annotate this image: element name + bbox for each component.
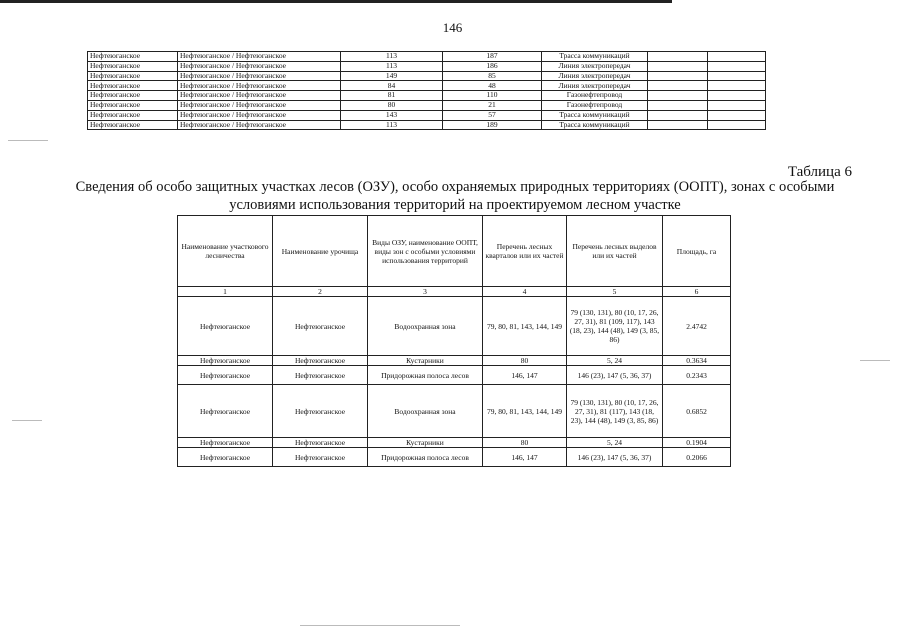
table-cell: 113: [341, 61, 443, 71]
column-number: 6: [663, 287, 731, 297]
table-cell: Нефтеюганское: [273, 385, 368, 438]
table-row: [178, 297, 731, 356]
column-number: 4: [483, 287, 567, 297]
table-row: [88, 120, 766, 130]
table-row: [178, 356, 731, 366]
table-cell: Нефтеюганское: [273, 356, 368, 366]
table-cell: Нефтеюганское: [88, 91, 178, 101]
table-cell: 80: [341, 100, 443, 110]
table-title: [40, 178, 870, 214]
table-cell: 146 (23), 147 (5, 36, 37): [567, 448, 663, 467]
header-cell: Перечень лесных кварталов или их частей: [483, 216, 567, 287]
table-cell: Кустарники: [368, 356, 483, 366]
scan-noise: [860, 360, 890, 361]
header-cell: Площадь, га: [663, 216, 731, 287]
table-cell: 5, 24: [567, 438, 663, 448]
table-cell: [648, 110, 708, 120]
table-cell: [648, 100, 708, 110]
table-cell: 0.3634: [663, 356, 731, 366]
header-cell: Наименование урочища: [273, 216, 368, 287]
table-row: [178, 448, 731, 467]
table-cell: 57: [443, 110, 542, 120]
table-cell: Нефтеюганское: [88, 71, 178, 81]
table-cell: Кустарники: [368, 438, 483, 448]
header-row: [178, 216, 731, 287]
table-cell: 146, 147: [483, 366, 567, 385]
table-cell: Нефтеюганское: [88, 61, 178, 71]
table-cell: Трасса коммуникаций: [542, 120, 648, 130]
table-row: [88, 110, 766, 120]
table-cell: Нефтеюганское: [273, 366, 368, 385]
table-cell: [708, 110, 766, 120]
table-cell: Газонефтепровод: [542, 91, 648, 101]
scan-noise: [8, 140, 48, 141]
table-cell: Нефтеюганское: [273, 297, 368, 356]
table-cell: [648, 120, 708, 130]
table-cell: [708, 100, 766, 110]
table-row: [178, 366, 731, 385]
table-cell: 84: [341, 81, 443, 91]
table-cell: [648, 71, 708, 81]
table-cell: Нефтеюганское: [273, 438, 368, 448]
table-cell: Нефтеюганское / Нефтеюганское: [178, 100, 341, 110]
column-number: 3: [368, 287, 483, 297]
table-cell: Придорожная полоса лесов: [368, 366, 483, 385]
table-cell: Нефтеюганское: [273, 448, 368, 467]
table-cell: Трасса коммуникаций: [542, 52, 648, 62]
table-row: [88, 91, 766, 101]
table-cell: 0.1904: [663, 438, 731, 448]
table-cell: Водоохранная зона: [368, 385, 483, 438]
table-cell: [708, 81, 766, 91]
table-cell: Водоохранная зона: [368, 297, 483, 356]
table-cell: Нефтеюганское: [178, 297, 273, 356]
table-cell: Трасса коммуникаций: [542, 110, 648, 120]
table-cell: 0.6852: [663, 385, 731, 438]
table-cell: Нефтеюганское: [88, 120, 178, 130]
table-cell: 146 (23), 147 (5, 36, 37): [567, 366, 663, 385]
table-cell: 2.4742: [663, 297, 731, 356]
table-cell: [708, 52, 766, 62]
table-cell: Нефтеюганское: [178, 385, 273, 438]
table-cell: 0.2066: [663, 448, 731, 467]
table-row: [88, 100, 766, 110]
table-cell: 85: [443, 71, 542, 81]
table-cell: Нефтеюганское: [88, 81, 178, 91]
table-cell: 113: [341, 52, 443, 62]
table-cell: 79, 80, 81, 143, 144, 149: [483, 297, 567, 356]
table-cell: Газонефтепровод: [542, 100, 648, 110]
scan-noise: [12, 420, 42, 421]
table-cell: 79 (130, 131), 80 (10, 17, 26, 27, 31), 81 (109, 117), 143 (18, 23), 144 (48), 149 (3, 85, 86): [567, 297, 663, 356]
table-row: [88, 61, 766, 71]
table-cell: [708, 71, 766, 81]
table-cell: [708, 91, 766, 101]
table-cell: 143: [341, 110, 443, 120]
header-cell: Перечень лесных выделов или их частей: [567, 216, 663, 287]
table-cell: 146, 147: [483, 448, 567, 467]
table-cell: 187: [443, 52, 542, 62]
table-cell: 80: [483, 438, 567, 448]
table-cell: [648, 52, 708, 62]
table-cell: Нефтеюганское: [178, 438, 273, 448]
table-cell: 81: [341, 91, 443, 101]
table-title-line-2: условиями использования территорий на проектируемом лесном участке: [229, 197, 681, 213]
table-cell: Линия электропередач: [542, 61, 648, 71]
table-cell: Нефтеюганское / Нефтеюганское: [178, 91, 341, 101]
top-border-line: [0, 0, 672, 3]
continuation-table: [87, 51, 766, 130]
table-row: [178, 385, 731, 438]
table-cell: 189: [443, 120, 542, 130]
table-cell: Нефтеюганское: [88, 52, 178, 62]
table-cell: Нефтеюганское / Нефтеюганское: [178, 71, 341, 81]
table-title-line-1: Сведения об особо защитных участках лесов (ОЗУ), особо охраняемых природных территориях (ООПТ), зонах с особыми: [75, 179, 835, 195]
table-cell: 149: [341, 71, 443, 81]
header-cell: Виды ОЗУ, наименование ООПТ, виды зон с особыми условиями использования территорий: [368, 216, 483, 287]
table-cell: [648, 81, 708, 91]
table-cell: 0.2343: [663, 366, 731, 385]
table-cell: Нефтеюганское: [178, 356, 273, 366]
table-cell: Нефтеюганское / Нефтеюганское: [178, 120, 341, 130]
table-cell: Линия электропередач: [542, 81, 648, 91]
table-row: [88, 71, 766, 81]
column-number: 5: [567, 287, 663, 297]
table-cell: Нефтеюганское: [88, 110, 178, 120]
table-cell: Нефтеюганское / Нефтеюганское: [178, 61, 341, 71]
table-cell: Нефтеюганское: [178, 366, 273, 385]
table-cell: Нефтеюганское / Нефтеюганское: [178, 81, 341, 91]
table-cell: Придорожная полоса лесов: [368, 448, 483, 467]
table-cell: 186: [443, 61, 542, 71]
table-label: Таблица 6: [787, 164, 852, 180]
table-cell: Нефтеюганское: [178, 448, 273, 467]
table-cell: 48: [443, 81, 542, 91]
column-number: 2: [273, 287, 368, 297]
header-cell: Наименование участкового лесничества: [178, 216, 273, 287]
table-cell: 5, 24: [567, 356, 663, 366]
table-cell: 79, 80, 81, 143, 144, 149: [483, 385, 567, 438]
oopt-table: [177, 215, 731, 467]
table-cell: Нефтеюганское / Нефтеюганское: [178, 110, 341, 120]
table-cell: 113: [341, 120, 443, 130]
table-cell: 80: [483, 356, 567, 366]
page-number: 146: [442, 20, 463, 35]
column-number-row: [178, 287, 731, 297]
table-row: [178, 438, 731, 448]
table-cell: [648, 91, 708, 101]
table-cell: Нефтеюганское / Нефтеюганское: [178, 52, 341, 62]
table-cell: [648, 61, 708, 71]
table-cell: Нефтеюганское: [88, 100, 178, 110]
table-row: [88, 81, 766, 91]
table-cell: 110: [443, 91, 542, 101]
table-cell: [708, 120, 766, 130]
table-cell: 21: [443, 100, 542, 110]
table-cell: [708, 61, 766, 71]
table-cell: Линия электропередач: [542, 71, 648, 81]
table-row: [88, 52, 766, 62]
table-cell: 79 (130, 131), 80 (10, 17, 26, 27, 31), 81 (117), 143 (18, 23), 144 (48), 149 (3, 85, 86): [567, 385, 663, 438]
column-number: 1: [178, 287, 273, 297]
scan-noise: [300, 625, 460, 626]
